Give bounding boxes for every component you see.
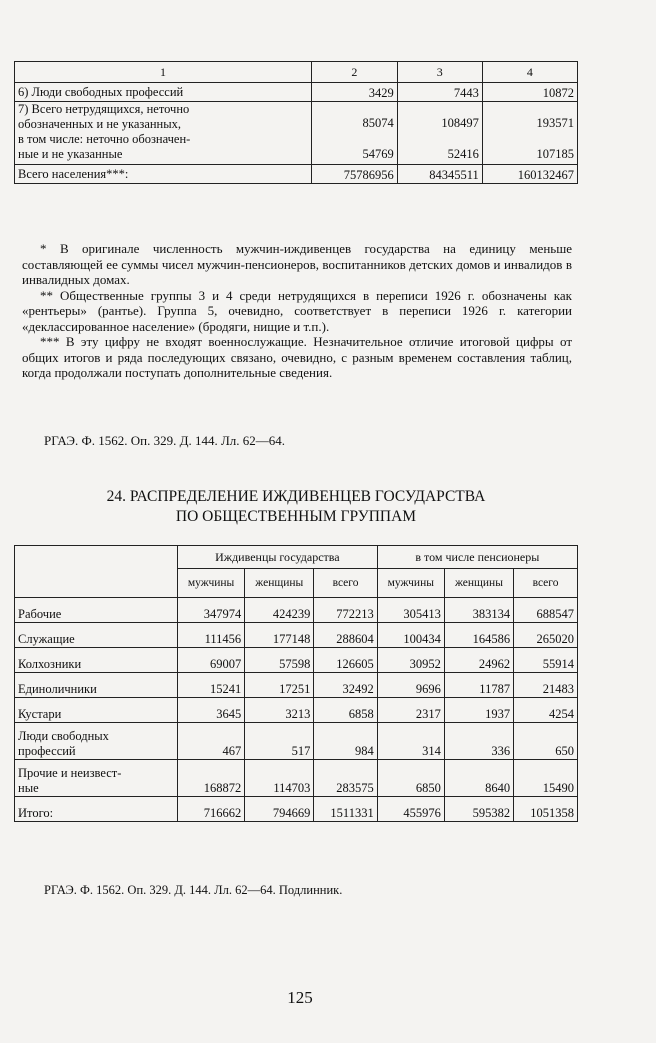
cell-value: 55914 — [514, 648, 578, 673]
table-row — [15, 83, 578, 102]
cell-value: 1937 — [444, 698, 513, 723]
cell-value: 517 — [245, 723, 314, 760]
cell-value: 984 — [314, 723, 377, 760]
cell-value: 111456 — [178, 623, 245, 648]
footnotes — [22, 241, 572, 381]
cell-value: 288604 — [314, 623, 377, 648]
cell-value: 688547 — [514, 598, 578, 623]
row-label: Служащие — [15, 623, 178, 648]
table-header-row — [15, 62, 578, 83]
row-label: Всего населения***: — [15, 165, 312, 184]
table-row — [15, 723, 578, 760]
cell-value: 336 — [444, 723, 513, 760]
value-bottom: 52416 — [447, 147, 479, 161]
footnote: *** В эту цифру не входят военнослужащие. Незначительное отличие итоговой цифры от общих итогов и ряда последующих связано, очевидно, с разным временем составления таблиц, когда продолжали поступать дополнительные сведения. — [22, 334, 572, 380]
cell-value: 794669 — [245, 797, 314, 822]
subheader: всего — [514, 569, 578, 598]
cell-value: 265020 — [514, 623, 578, 648]
table-total-row — [15, 797, 578, 822]
cell-value: 177148 — [245, 623, 314, 648]
cell-value: 168872 — [178, 760, 245, 797]
cell-value: 595382 — [444, 797, 513, 822]
label-line: Прочие и неизвест- — [18, 766, 122, 780]
value-top: 108497 — [441, 116, 479, 130]
cell-value: 3429 — [312, 83, 398, 102]
cell-value: 650 — [514, 723, 578, 760]
table-row — [15, 165, 578, 184]
cell-value: 716662 — [178, 797, 245, 822]
cell-value: 6858 — [314, 698, 377, 723]
cell-value: 114703 — [245, 760, 314, 797]
value-top: 193571 — [536, 116, 574, 130]
table-row — [15, 760, 578, 797]
source-citation: РГАЭ. Ф. 1562. Оп. 329. Д. 144. Лл. 62—64. — [44, 433, 286, 448]
cell-value: 126605 — [314, 648, 377, 673]
title-line: 24. РАСПРЕДЕЛЕНИЕ ИЖДИВЕНЦЕВ ГОСУДАРСТВА — [106, 488, 486, 505]
cell-value — [482, 102, 577, 165]
subheader: мужчины — [178, 569, 245, 598]
footnote: ** Общественные группы 3 и 4 среди нетрудящихся в переписи 1926 г. обозначены как «рентьеры» (рантье). Группа 5, очевидно, соответствует в переписи 1926 г. категории «деклассированное население» (бродяги, нищие и т.п.). — [22, 287, 572, 334]
cell-value: 24962 — [444, 648, 513, 673]
cell-value: 383134 — [444, 598, 513, 623]
page-number: 125 — [287, 988, 313, 1007]
row-label: Итого: — [15, 797, 178, 822]
cell-value: 164586 — [444, 623, 513, 648]
cell-value — [312, 102, 398, 165]
column-number: 2 — [312, 62, 398, 83]
cell-value: 4254 — [514, 698, 578, 723]
cell-value: 8640 — [444, 760, 513, 797]
cell-value: 424239 — [245, 598, 314, 623]
footnote: * В оригинале численность мужчин-иждивенцев государства на единицу меньше составляющей ее суммы чисел мужчин-пенсионеров, воспитанников детских домов и инвалидов в инвалидных домах. — [22, 241, 572, 287]
label-line: Люди свободных — [18, 729, 109, 743]
cell-value: 283575 — [314, 760, 377, 797]
row-label: Кустари — [15, 698, 178, 723]
label-line: ные и не указанные — [18, 147, 123, 161]
column-number: 4 — [482, 62, 577, 83]
subheader: женщины — [245, 569, 314, 598]
table-row — [15, 598, 578, 623]
cell-value: 15490 — [514, 760, 578, 797]
cell-value: 69007 — [178, 648, 245, 673]
value-bottom: 107185 — [536, 147, 574, 161]
cell-value: 3213 — [245, 698, 314, 723]
label-line: профессий — [18, 744, 76, 758]
label-line: в том числе: неточно обозначен- — [18, 132, 191, 146]
title-line: ПО ОБЩЕСТВЕННЫМ ГРУППАМ — [175, 508, 417, 525]
cell-value: 21483 — [514, 673, 578, 698]
table-row — [15, 623, 578, 648]
cell-value: 10872 — [482, 83, 577, 102]
cell-value: 1511331 — [314, 797, 377, 822]
cell-value: 11787 — [444, 673, 513, 698]
row-label: Рабочие — [15, 598, 178, 623]
subheader: женщины — [444, 569, 513, 598]
header-blank — [15, 546, 178, 598]
cell-value: 347974 — [178, 598, 245, 623]
column-number: 1 — [15, 62, 312, 83]
value-bottom: 54769 — [362, 147, 394, 161]
cell-value: 3645 — [178, 698, 245, 723]
cell-value: 160132467 — [482, 165, 577, 184]
cell-value: 2317 — [377, 698, 444, 723]
row-label — [15, 723, 178, 760]
population-table — [14, 61, 578, 184]
group-header: в том числе пенсионеры — [377, 546, 577, 569]
column-number: 3 — [397, 62, 482, 83]
label-line: 7) Всего нетрудящихся, неточно — [18, 102, 190, 116]
row-label: 6) Люди свободных профессий — [15, 83, 312, 102]
table-row — [15, 698, 578, 723]
cell-value: 6850 — [377, 760, 444, 797]
table-row — [15, 673, 578, 698]
cell-value: 9696 — [377, 673, 444, 698]
cell-value: 772213 — [314, 598, 377, 623]
row-label: Единоличники — [15, 673, 178, 698]
dependents-table — [14, 545, 578, 822]
cell-value: 7443 — [397, 83, 482, 102]
cell-value — [397, 102, 482, 165]
subheader: всего — [314, 569, 377, 598]
cell-value: 17251 — [245, 673, 314, 698]
table-row — [15, 102, 578, 165]
cell-value: 57598 — [245, 648, 314, 673]
cell-value: 15241 — [178, 673, 245, 698]
label-line: ные — [18, 781, 39, 795]
subheader: мужчины — [377, 569, 444, 598]
cell-value: 1051358 — [514, 797, 578, 822]
row-label: Колхозники — [15, 648, 178, 673]
section-title — [14, 487, 578, 527]
cell-value: 467 — [178, 723, 245, 760]
row-label — [15, 102, 312, 165]
cell-value: 100434 — [377, 623, 444, 648]
cell-value: 75786956 — [312, 165, 398, 184]
cell-value: 32492 — [314, 673, 377, 698]
row-label — [15, 760, 178, 797]
cell-value: 305413 — [377, 598, 444, 623]
table-header-row — [15, 546, 578, 569]
cell-value: 84345511 — [397, 165, 482, 184]
cell-value: 314 — [377, 723, 444, 760]
group-header: Иждивенцы государства — [178, 546, 378, 569]
value-top: 85074 — [362, 116, 394, 130]
label-line: обозначенных и не указанных, — [18, 117, 182, 131]
source-citation: РГАЭ. Ф. 1562. Оп. 329. Д. 144. Лл. 62—64. Подлинник. — [44, 883, 343, 897]
cell-value: 455976 — [377, 797, 444, 822]
cell-value: 30952 — [377, 648, 444, 673]
table-row — [15, 648, 578, 673]
